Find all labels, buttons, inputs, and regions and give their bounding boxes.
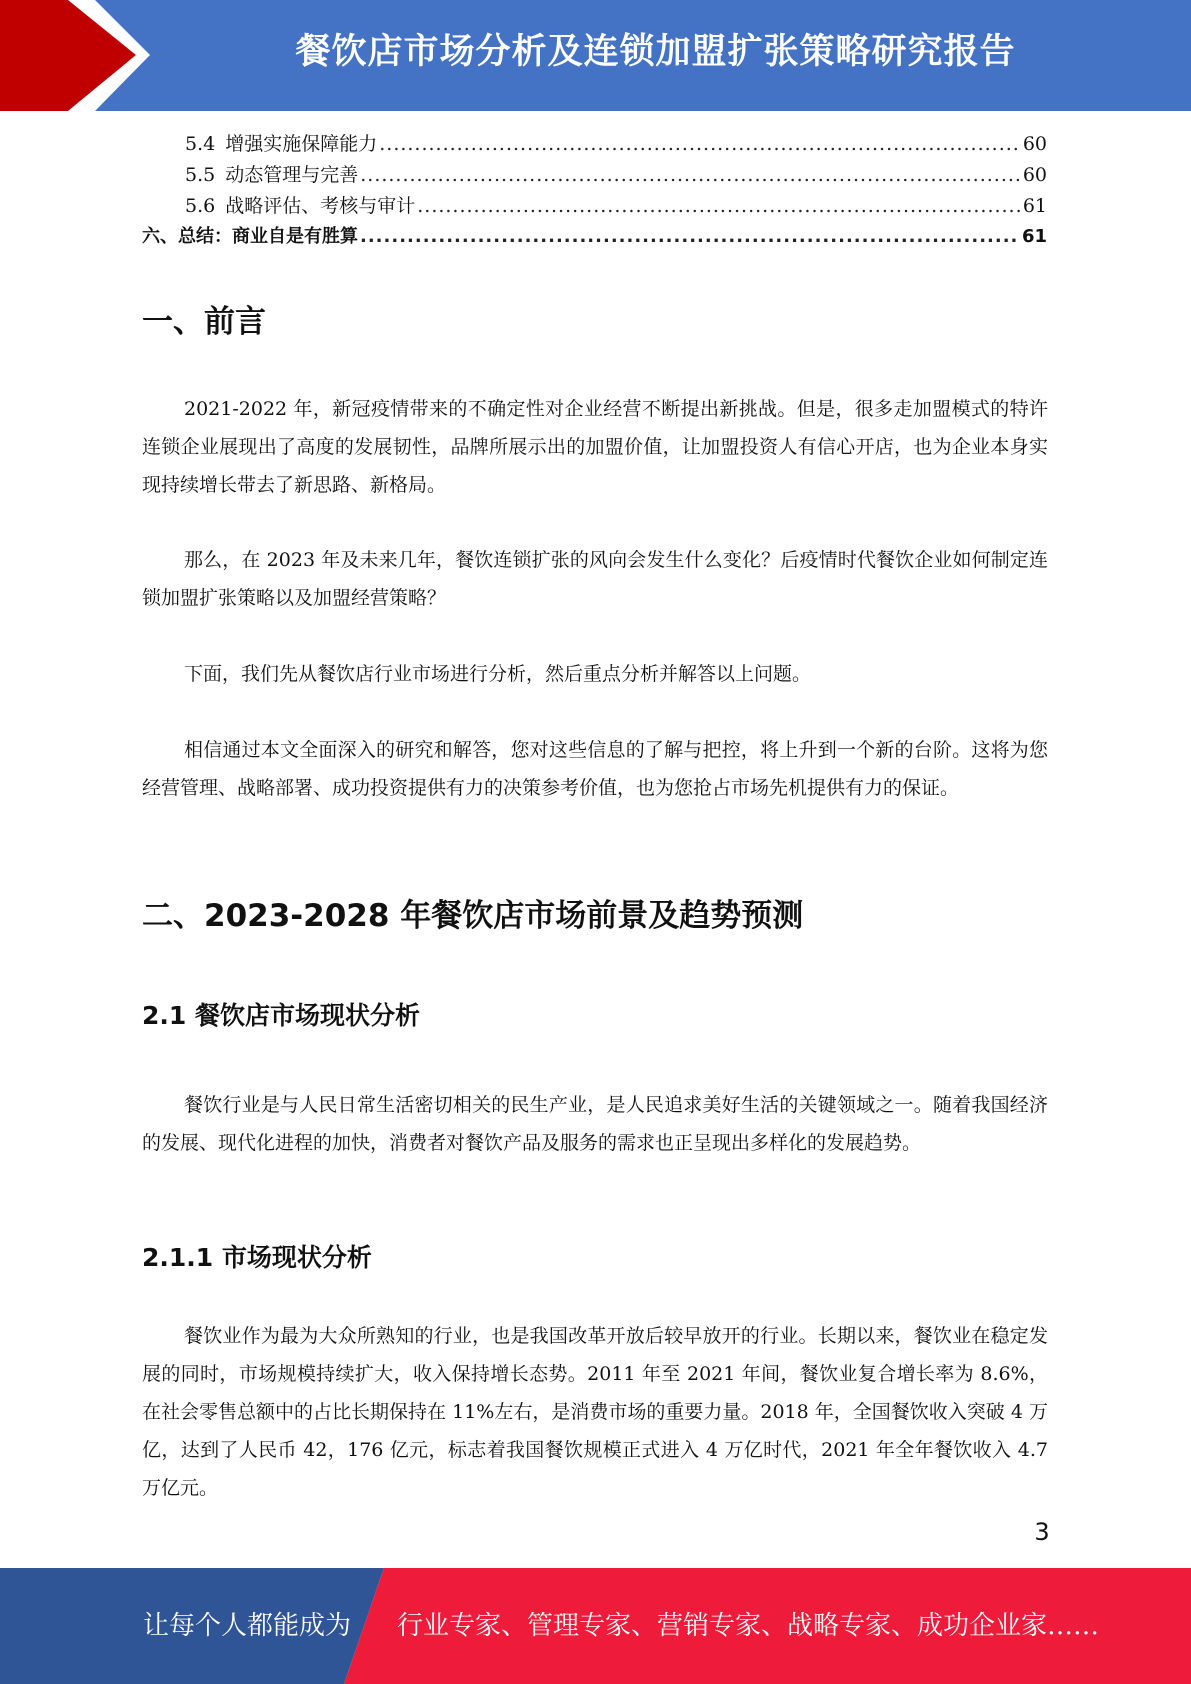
toc-entry[interactable] (142, 222, 1047, 253)
toc-entry[interactable] (142, 160, 1047, 191)
toc-entry[interactable] (142, 129, 1047, 160)
table-of-contents (142, 129, 1047, 253)
toc-entry-page: 60 (1022, 164, 1047, 186)
toc-entry-label: 战略评估、考核与审计 (225, 195, 416, 217)
report-title: 餐饮店市场分析及连锁加盟扩张策略研究报告 (295, 32, 1016, 72)
toc-leader-dots (360, 226, 1020, 247)
toc-entry-number: 5.4 (185, 133, 216, 155)
subsection-heading-market-analysis: 2.1.1 市场现状分析 (142, 1243, 372, 1272)
subsection-heading-market-status: 2.1 餐饮店市场现状分析 (142, 1001, 420, 1030)
toc-entry-page: 60 (1022, 133, 1047, 155)
footer-slogan-right: 行业专家、管理专家、营销专家、战略专家、成功企业家…… (397, 1611, 1100, 1641)
header-banner (0, 0, 1191, 111)
paragraph: 餐饮行业是与人民日常生活密切相关的民生产业，是人民追求美好生活的关键领域之一。随着我国经济的发展、现代化进程的加快，消费者对餐饮产品及服务的需求也正呈现出多样化的发展趋势。 (142, 1094, 1048, 1154)
toc-entry-label: 六、总结：商业自是有胜算 (142, 226, 358, 247)
paragraph: 相信通过本文全面深入的研究和解答，您对这些信息的了解与把控，将上升到一个新的台阶。这将为您经营管理、战略部署、成功投资提供有力的决策参考价值，也为您抢占市场先机提供有力的保证。 (142, 739, 1048, 799)
page-number: 3 (1034, 1518, 1050, 1546)
toc-leader-dots (360, 164, 1021, 186)
paragraph: 下面，我们先从餐饮店行业市场进行分析，然后重点分析并解答以上问题。 (184, 663, 812, 685)
toc-entry-number: 5.6 (185, 195, 216, 217)
paragraph: 那么，在 2023 年及未来几年，餐饮连锁扩张的风向会发生什么变化？后疫情时代餐饮企业如何制定连锁加盟扩张策略以及加盟经营策略？ (142, 549, 1048, 609)
paragraph: 2021-2022 年，新冠疫情带来的不确定性对企业经营不断提出新挑战。但是，很多走加盟模式的特许连锁企业展现出了高度的发展韧性，品牌所展示出的加盟价值，让加盟投资人有信心开店，也为企业本身实现持续增长带去了新思路、新格局。 (142, 398, 1048, 496)
toc-entry[interactable] (142, 191, 1047, 222)
paragraph: 餐饮业作为最为大众所熟知的行业，也是我国改革开放后较早放开的行业。长期以来，餐饮业在稳定发展的同时，市场规模持续扩大，收入保持增长态势。2011 年至 2021 年间，餐饮业复合增长率为 8.6%，在社会零售总额中的占比长期保持在 11%左右，是消费市场的重要力量。2018 年，全国餐饮收入突破 4 万亿，达到了人民币 42，176 亿元，标志着我国餐饮规模正式进入 4 万亿时代，2021 年全年餐饮收入 4.7 万亿元。 (142, 1325, 1048, 1499)
footer-banner (0, 1568, 1191, 1684)
section-heading-market-outlook: 二、2023-2028 年餐饮店市场前景及趋势预测 (142, 898, 804, 934)
toc-leader-dots (379, 133, 1021, 155)
toc-entry-number: 5.5 (185, 164, 216, 186)
toc-entry-page: 61 (1021, 226, 1047, 247)
toc-leader-dots (417, 195, 1021, 217)
section-heading-preface: 一、前言 (142, 304, 266, 340)
footer-slogan-left: 让每个人都能成为 (143, 1611, 352, 1641)
toc-entry-label: 增强实施保障能力 (225, 133, 378, 155)
toc-entry-label: 动态管理与完善 (225, 164, 359, 186)
toc-entry-page: 61 (1022, 195, 1047, 217)
